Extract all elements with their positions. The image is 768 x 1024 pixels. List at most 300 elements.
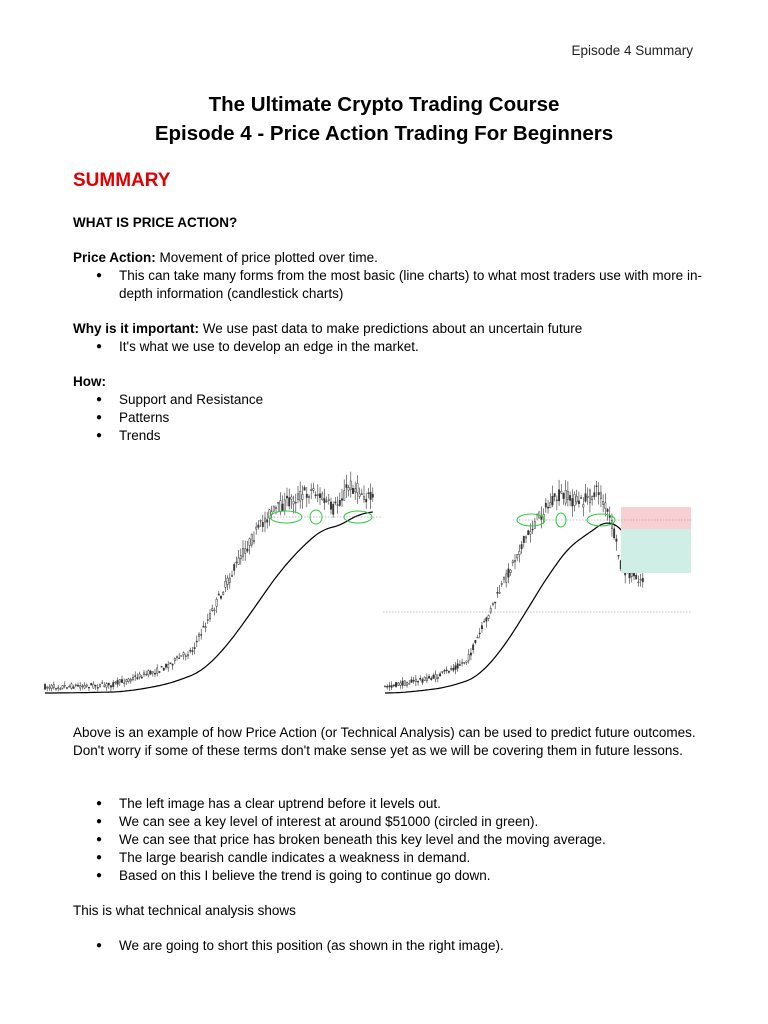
- candle-body: [106, 684, 107, 687]
- candle-body: [576, 496, 577, 502]
- price-action-label: Price Action:: [73, 250, 156, 265]
- candle-body: [372, 494, 373, 497]
- candle-body: [280, 501, 281, 512]
- candle-body: [616, 539, 617, 541]
- candle-body: [234, 564, 235, 570]
- candle-body: [448, 671, 449, 672]
- candle-body: [563, 493, 564, 498]
- why-text: We use past data to make predictions about an uncertain future: [199, 321, 583, 336]
- candle-body: [170, 663, 171, 664]
- candle-body: [497, 592, 498, 593]
- list-item: ● The large bearish candle indicates a weakness in demand.: [96, 850, 471, 865]
- candle-body: [479, 633, 480, 634]
- candle-body: [483, 621, 484, 622]
- candle-body: [71, 684, 72, 688]
- candle-body: [260, 520, 261, 521]
- candle-body: [258, 525, 259, 527]
- candle-body: [517, 554, 518, 558]
- candle-body: [585, 494, 586, 502]
- candle-body: [556, 500, 557, 501]
- candle-body: [187, 655, 188, 656]
- candle-body: [229, 578, 230, 582]
- candle-body: [253, 541, 254, 542]
- candle-body: [115, 682, 116, 683]
- candle-body: [165, 664, 166, 667]
- candle-body: [176, 657, 177, 658]
- right-candlestick-chart: [383, 455, 693, 695]
- candle-body: [640, 579, 641, 580]
- candle-body: [93, 684, 94, 688]
- bullet-icon: ●: [96, 816, 103, 827]
- candle-body: [433, 675, 434, 678]
- candle-body: [406, 683, 407, 686]
- candle-body: [642, 578, 643, 582]
- candle-body: [550, 503, 551, 508]
- candle-body: [82, 686, 83, 687]
- candle-body: [108, 683, 109, 685]
- list-item: ● We are going to short this position (as shown in the right image).: [96, 938, 504, 953]
- candle-body: [148, 671, 149, 675]
- candle-body: [348, 488, 349, 491]
- bullet-icon: ●: [96, 412, 103, 423]
- candle-body: [75, 685, 76, 686]
- candle-body: [352, 488, 353, 493]
- document-title-line2: Episode 4 - Price Action Trading For Beginners: [154, 122, 614, 145]
- candle-body: [631, 573, 632, 576]
- candle-body: [183, 653, 184, 655]
- candle-body: [413, 680, 414, 681]
- candle-body: [333, 504, 334, 514]
- candle-body: [339, 500, 340, 505]
- candle-body: [580, 498, 581, 499]
- candle-body: [256, 527, 257, 529]
- candle-body: [249, 539, 250, 546]
- candle-body: [198, 634, 199, 636]
- candle-body: [227, 578, 228, 584]
- candle-body: [192, 651, 193, 652]
- candle-body: [481, 626, 482, 629]
- candle-body: [420, 678, 421, 679]
- candle-body: [97, 687, 98, 688]
- candle-body: [297, 494, 298, 500]
- candle-body: [69, 686, 70, 687]
- candle-body: [99, 684, 100, 687]
- candle-body: [240, 556, 241, 559]
- candle-body: [569, 495, 570, 500]
- candle-body: [591, 497, 592, 500]
- candle-body: [201, 635, 202, 636]
- candle-body: [475, 640, 476, 642]
- candle-body: [284, 500, 285, 511]
- candle-body: [344, 491, 345, 501]
- candle-body: [532, 529, 533, 530]
- candle-body: [143, 673, 144, 675]
- candle-body: [363, 496, 364, 499]
- candle-body: [409, 683, 410, 684]
- candle-body: [62, 686, 63, 689]
- candle-body: [470, 653, 471, 655]
- candle-body: [135, 676, 136, 677]
- candle-body: [47, 687, 48, 688]
- candle-body: [605, 503, 606, 509]
- candle-body: [275, 508, 276, 509]
- candle-body: [389, 686, 390, 687]
- candle-body: [139, 674, 140, 677]
- candle-body: [552, 496, 553, 505]
- candle-body: [113, 683, 114, 687]
- why-label: Why is it important:: [73, 321, 199, 336]
- candle-body: [102, 683, 103, 684]
- bullet-icon: ●: [96, 852, 103, 863]
- page-header-label: Episode 4 Summary: [571, 43, 693, 58]
- list-item: ● Based on this I believe the trend is going to continue go down.: [96, 868, 491, 883]
- candle-body: [84, 685, 85, 688]
- candle-body: [157, 668, 158, 674]
- candle-body: [393, 685, 394, 686]
- candle-body: [431, 678, 432, 680]
- candle-body: [190, 650, 191, 651]
- candle-body: [203, 626, 204, 627]
- candle-body: [638, 582, 639, 583]
- left-candlestick-chart: [43, 455, 383, 695]
- candle-body: [88, 687, 89, 688]
- candle-body: [58, 688, 59, 689]
- list-item: ● Support and Resistance: [96, 392, 264, 407]
- explanation-paragraph: Above is an example of how Price Action (or Technical Analysis) can be used to predict future outcomes. Don't worry if some of these terms don't make sense yet as we will be covering them in future lessons.: [73, 725, 696, 758]
- candle-body: [152, 672, 153, 673]
- candle-body: [486, 618, 487, 621]
- candle-body: [629, 572, 630, 578]
- candle-body: [95, 685, 96, 686]
- candle-body: [322, 494, 323, 500]
- candle-body: [121, 680, 122, 683]
- candle-body: [435, 674, 436, 679]
- candle-body: [545, 503, 546, 507]
- candle-body: [607, 509, 608, 511]
- right-chart-image: [383, 455, 693, 695]
- candle-body: [168, 664, 169, 668]
- candle-body: [53, 684, 54, 687]
- candle-body: [238, 558, 239, 564]
- candle-body: [159, 671, 160, 672]
- candle-body: [519, 551, 520, 554]
- candle-body: [547, 507, 548, 508]
- candle-body: [302, 494, 303, 499]
- candle-body: [444, 670, 445, 671]
- candle-body: [212, 609, 213, 611]
- candle-body: [424, 677, 425, 680]
- bullet-icon: ●: [96, 394, 103, 405]
- candle-body: [163, 668, 164, 670]
- candle-body: [341, 499, 342, 501]
- candle-body: [468, 654, 469, 660]
- final-section: [73, 937, 703, 955]
- candle-body: [146, 674, 147, 675]
- candle-body: [490, 608, 491, 612]
- candle-body: [86, 685, 87, 686]
- candle-body: [141, 677, 142, 678]
- left-chart-image: [43, 455, 383, 695]
- candle-body: [317, 495, 318, 496]
- candle-body: [437, 677, 438, 678]
- candle-body: [355, 489, 356, 492]
- list-item: ● The left image has a clear uptrend before it levels out.: [96, 796, 441, 811]
- candle-body: [503, 577, 504, 579]
- candle-body: [455, 666, 456, 670]
- document-title-line1: The Ultimate Crypto Trading Course: [208, 93, 560, 116]
- why-bullets: [73, 338, 703, 356]
- candle-body: [209, 614, 210, 619]
- candle-body: [77, 685, 78, 686]
- candle-body: [64, 685, 65, 686]
- candle-body: [384, 686, 385, 687]
- candle-body: [273, 506, 274, 511]
- bullet-icon: ●: [96, 870, 103, 881]
- candle-body: [472, 645, 473, 650]
- candle-body: [523, 536, 524, 543]
- candle-body: [402, 681, 403, 685]
- observations: [73, 795, 703, 885]
- candle-body: [477, 637, 478, 638]
- candle-body: [128, 679, 129, 682]
- candle-body: [534, 522, 535, 529]
- candle-body: [521, 545, 522, 549]
- list-item: ● Patterns: [96, 410, 170, 425]
- candle-body: [293, 501, 294, 504]
- how-label: How:: [73, 374, 106, 389]
- candle-body: [161, 666, 162, 667]
- candle-body: [80, 686, 81, 688]
- candle-body: [598, 493, 599, 495]
- section-heading-what-is: WHAT IS PRICE ACTION?: [73, 215, 238, 230]
- candle-body: [583, 504, 584, 507]
- candle-body: [618, 555, 619, 556]
- bullet-icon: ●: [96, 834, 103, 845]
- candle-body: [357, 483, 358, 492]
- candle-body: [278, 502, 279, 503]
- candle-body: [508, 569, 509, 577]
- stop-loss-zone: [621, 507, 691, 529]
- candle-body: [426, 678, 427, 681]
- candle-body: [350, 481, 351, 490]
- candle-body: [459, 665, 460, 666]
- candle-body: [214, 610, 215, 611]
- candle-body: [530, 531, 531, 534]
- candle-body: [466, 661, 467, 662]
- candle-body: [315, 495, 316, 496]
- candle-body: [124, 683, 125, 684]
- candle-body: [525, 537, 526, 538]
- candle-body: [126, 680, 127, 682]
- candle-body: [359, 494, 360, 496]
- candle-body: [453, 668, 454, 670]
- candle-body: [461, 663, 462, 664]
- candle-body: [60, 689, 61, 690]
- candle-body: [587, 496, 588, 497]
- candle-body: [289, 498, 290, 506]
- price-action-bullets: [73, 267, 703, 303]
- candle-body: [205, 627, 206, 628]
- list-item: ● Trends: [96, 428, 161, 443]
- how-bullets: [73, 391, 703, 445]
- candle-body: [55, 688, 56, 689]
- candle-body: [422, 680, 423, 683]
- candle-body: [324, 498, 325, 502]
- candle-body: [311, 490, 312, 491]
- candle-body: [488, 616, 489, 619]
- candle-body: [132, 677, 133, 679]
- candle-body: [635, 575, 636, 579]
- candle-body: [194, 648, 195, 649]
- candle-body: [104, 685, 105, 686]
- candle-body: [291, 497, 292, 499]
- candle-body: [492, 603, 493, 605]
- candle-body: [464, 662, 465, 663]
- ta-shows-text: This is what technical analysis shows: [73, 903, 296, 918]
- candle-body: [439, 674, 440, 676]
- candle-body: [400, 683, 401, 685]
- candle-body: [514, 560, 515, 562]
- candle-body: [185, 656, 186, 657]
- candle-body: [561, 491, 562, 493]
- candle-body: [130, 679, 131, 681]
- candle-body: [337, 505, 338, 506]
- candle-body: [262, 522, 263, 526]
- candle-body: [589, 490, 590, 503]
- candle-body: [218, 594, 219, 595]
- candle-body: [417, 681, 418, 682]
- candle-body: [119, 680, 120, 683]
- candle-body: [251, 534, 252, 545]
- candle-body: [501, 584, 502, 585]
- candle-body: [174, 658, 175, 660]
- candle-body: [398, 683, 399, 685]
- candle-body: [494, 602, 495, 603]
- moving-average-line: [385, 523, 643, 693]
- take-profit-zone: [621, 529, 691, 573]
- candle-body: [457, 664, 458, 668]
- candle-body: [391, 686, 392, 688]
- candle-body: [415, 679, 416, 682]
- candle-body: [554, 494, 555, 497]
- candle-body: [267, 520, 268, 523]
- candle-body: [44, 684, 45, 689]
- observation-bullets: [73, 795, 703, 885]
- candle-body: [154, 673, 155, 674]
- candle-body: [300, 491, 301, 501]
- candle-body: [505, 574, 506, 582]
- bullet-icon: ●: [96, 940, 103, 951]
- candle-body: [110, 686, 111, 688]
- candle-body: [247, 549, 248, 551]
- candle-body: [602, 501, 603, 504]
- candle-body: [572, 498, 573, 506]
- candle-body: [600, 493, 601, 499]
- candle-body: [346, 485, 347, 488]
- candle-body: [370, 492, 371, 499]
- how-section: [73, 373, 703, 445]
- candle-body: [326, 501, 327, 502]
- candle-body: [411, 680, 412, 683]
- list-item: ● It's what we use to develop an edge in the market.: [96, 339, 419, 354]
- candle-body: [319, 494, 320, 498]
- candle-body: [594, 493, 595, 497]
- final-bullets: [73, 937, 703, 955]
- candle-body: [361, 494, 362, 495]
- candle-body: [395, 682, 396, 686]
- candle-body: [450, 668, 451, 669]
- candle-body: [404, 681, 405, 686]
- candle-body: [236, 562, 237, 563]
- candle-body: [335, 502, 336, 503]
- candle-body: [91, 683, 92, 685]
- candle-body: [245, 549, 246, 554]
- candle-body: [567, 491, 568, 499]
- candle-body: [306, 494, 307, 497]
- price-action-definition: [73, 249, 703, 303]
- candle-body: [66, 688, 67, 689]
- candle-body: [225, 581, 226, 587]
- candle-body: [565, 490, 566, 503]
- candle-body: [179, 658, 180, 659]
- candle-body: [172, 664, 173, 665]
- candle-body: [207, 620, 208, 621]
- candle-body: [295, 502, 296, 503]
- candle-body: [510, 570, 511, 573]
- candle-body: [117, 680, 118, 684]
- list-item: ● We can see that price has broken beneath this key level and the moving average.: [96, 832, 606, 847]
- candle-body: [330, 502, 331, 509]
- candle-body: [73, 687, 74, 688]
- candle-body: [499, 592, 500, 593]
- bullet-icon: ●: [96, 270, 103, 281]
- candle-body: [428, 676, 429, 678]
- candle-body: [387, 686, 388, 687]
- candle-body: [574, 494, 575, 505]
- list-item: ● This can take many forms from the most basic (line charts) to what most traders use with more in-depth information (candlestick charts): [96, 268, 702, 301]
- candle-body: [220, 596, 221, 598]
- candle-body: [578, 501, 579, 504]
- candle-body: [366, 499, 367, 502]
- candle-body: [313, 489, 314, 491]
- candle-body: [304, 488, 305, 491]
- candle-body: [286, 496, 287, 498]
- candle-body: [528, 531, 529, 535]
- candle-body: [596, 486, 597, 487]
- price-action-text: Movement of price plotted over time.: [155, 250, 378, 265]
- summary-heading: SUMMARY: [73, 170, 171, 191]
- candle-body: [446, 670, 447, 671]
- candle-body: [181, 656, 182, 657]
- bullet-icon: ●: [96, 430, 103, 441]
- candle-body: [242, 548, 243, 556]
- candle-body: [49, 687, 50, 688]
- candle-body: [223, 592, 224, 594]
- candle-body: [512, 561, 513, 563]
- why-important: [73, 320, 703, 356]
- candle-body: [51, 685, 52, 688]
- candle-body: [150, 671, 151, 674]
- candle-body: [368, 493, 369, 494]
- candle-body: [231, 576, 232, 577]
- candle-body: [216, 599, 217, 606]
- candle-body: [328, 499, 329, 500]
- candle-body: [558, 490, 559, 501]
- list-item: ● We can see a key level of interest at around $51000 (circled in green).: [96, 814, 539, 829]
- candle-body: [308, 497, 309, 498]
- bullet-icon: ●: [96, 798, 103, 809]
- bullet-icon: ●: [96, 341, 103, 352]
